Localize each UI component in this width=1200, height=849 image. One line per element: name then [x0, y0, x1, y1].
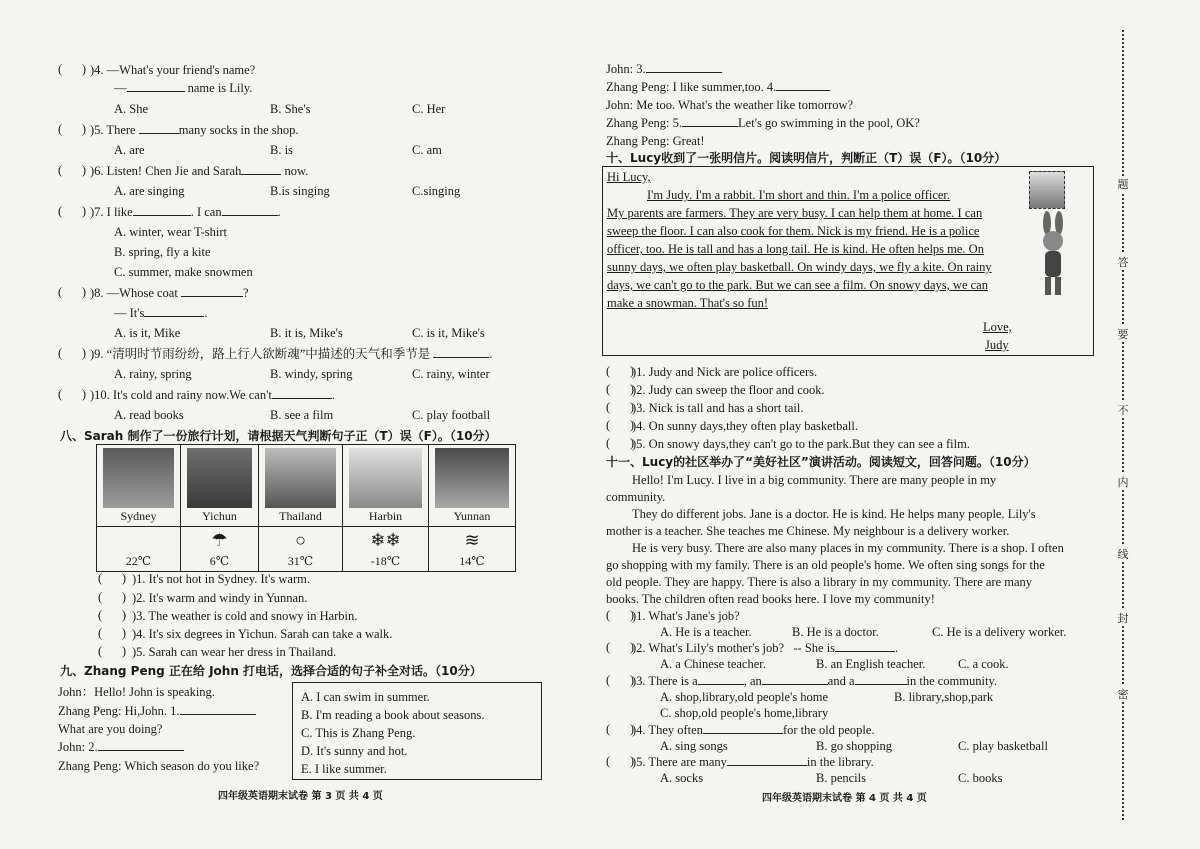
- binding-char: 题: [1114, 176, 1132, 192]
- option-b[interactable]: B. spring, fly a kite: [114, 245, 211, 259]
- option-c[interactable]: C. shop,old people's home,library: [660, 706, 829, 720]
- question-4-line2: — name is Lily.: [114, 81, 253, 95]
- postcard-signature: Judy: [985, 338, 1009, 352]
- city-name: Yichun: [202, 509, 237, 523]
- sun-icon: ○: [295, 530, 306, 550]
- option-c[interactable]: C. play football: [412, 408, 491, 422]
- option-b[interactable]: B. She's: [270, 102, 311, 116]
- dialogue-line: John: 3.: [606, 61, 722, 77]
- option-c[interactable]: C. books: [958, 771, 1003, 785]
- answer-blank[interactable]: [703, 722, 783, 734]
- answer-blank[interactable]: [835, 640, 895, 652]
- tf-statement: )2. It's warm and windy in Yunnan.: [132, 591, 308, 605]
- postcard-stamp: [1029, 171, 1065, 209]
- answer-blank[interactable]: [127, 80, 185, 92]
- option-b[interactable]: B. an English teacher.: [816, 657, 926, 671]
- question-5: )5. There many socks in the shop.: [90, 123, 299, 137]
- answer-blank[interactable]: [144, 305, 204, 317]
- passage-line: They do different jobs. Jane is a doctor. He is kind. He helps many people. Lily's: [632, 507, 1036, 521]
- binding-char: 不: [1114, 402, 1132, 418]
- option-c[interactable]: C. play basketball: [958, 739, 1048, 753]
- exam-page-3: [0, 0, 590, 849]
- question-9: )9. “清明时节雨纷纷，路上行人欲断魂”中描述的天气和季节是 .: [90, 347, 493, 361]
- answer-blank[interactable]: [698, 673, 744, 685]
- dialogue-line: John：Hello! John is speaking.: [58, 685, 215, 699]
- city-name: Sydney: [120, 509, 157, 523]
- option-a[interactable]: A. are: [114, 143, 145, 157]
- option-c[interactable]: C. am: [412, 143, 442, 157]
- postcard-line: sunny days, we often play basketball. On windy days, we fly a kite. On rainy: [607, 260, 992, 274]
- postcard: [602, 166, 1094, 356]
- option-a[interactable]: A. socks: [660, 771, 704, 785]
- temperature: 14℃: [459, 554, 485, 568]
- postcard-line: My parents are farmers. They are very busy. I can help them at home. I can: [607, 206, 983, 220]
- answer-blank[interactable]: [855, 673, 907, 685]
- option-b[interactable]: B. He is a doctor.: [792, 625, 879, 639]
- option-b[interactable]: B. it is, Mike's: [270, 326, 343, 340]
- dialogue-line: Zhang Peng: Hi,John. 1.: [58, 703, 256, 719]
- option-b[interactable]: B. pencils: [816, 771, 866, 785]
- option-c[interactable]: C. Her: [412, 102, 446, 116]
- answer-blank[interactable]: [180, 703, 256, 715]
- postcard-line: days, we can't go to the park. But we can see a film. On snowy days, we can: [607, 278, 988, 292]
- question-11-2: )2. What's Lily's mother's job? -- She is .: [632, 641, 899, 655]
- page-footer: 四年级英语期末试卷 第 4 页 共 4 页: [762, 793, 927, 804]
- page-footer: 四年级英语期末试卷 第 3 页 共 4 页: [218, 791, 383, 802]
- postcard-line: make a snowman. That's so fun!: [607, 296, 769, 310]
- question-11-5: )5. There are many in the library.: [632, 755, 874, 769]
- temperature: -18℃: [370, 554, 401, 568]
- tf-statement: )3. Nick is tall and has a short tail.: [632, 401, 804, 415]
- harbin-photo: [349, 448, 422, 508]
- tf-statement: )3. The weather is cold and snowy in Harbin.: [132, 609, 358, 623]
- option-c[interactable]: C. rainy, winter: [412, 367, 490, 381]
- answer-blank[interactable]: [181, 285, 243, 297]
- tf-statement: )5. Sarah can wear her dress in Thailand.: [132, 645, 337, 659]
- weather-cell-harbin: [343, 445, 429, 571]
- yichun-photo: [187, 448, 252, 508]
- binding-char: 要: [1114, 326, 1132, 342]
- answer-blank[interactable]: [646, 61, 722, 73]
- postcard-line: officer, too. He is tall and has a long tail. He is kind. He often helps me. On: [607, 242, 984, 256]
- tf-statement: )4. On sunny days,they often play basketball.: [632, 419, 858, 433]
- option-c[interactable]: C. He is a delivery worker.: [932, 625, 1067, 639]
- answer-blank[interactable]: [272, 387, 332, 399]
- passage-line: mother is a teacher. She teaches me Chinese. My neighbour is a delivery worker.: [606, 524, 1010, 538]
- yunnan-photo: [435, 448, 509, 508]
- answer-blank[interactable]: [433, 346, 489, 358]
- question-6: )6. Listen! Chen Jie and Sarah now.: [90, 164, 309, 178]
- answer-blank[interactable]: [98, 739, 184, 751]
- option-a[interactable]: A. are singing: [114, 184, 185, 198]
- passage-line: Hello! I'm Lucy. I live in a big community. There are many people in my: [632, 473, 997, 487]
- sentence-option-d: D. It's sunny and hot.: [301, 744, 408, 758]
- tf-statement: )1. Judy and Nick are police officers.: [632, 365, 818, 379]
- answer-blank[interactable]: [222, 204, 278, 216]
- tf-statement: )1. It's not hot in Sydney. It's warm.: [132, 572, 310, 586]
- binding-char: 答: [1114, 254, 1132, 270]
- snow-icon: ❄❄: [370, 530, 401, 550]
- option-c[interactable]: C. a cook.: [958, 657, 1009, 671]
- option-b[interactable]: B. is: [270, 143, 293, 157]
- tf-statement: )4. It's six degrees in Yichun. Sarah can take a walk.: [132, 627, 393, 641]
- city-name: Yunnan: [453, 509, 491, 523]
- dialogue-line: Zhang Peng: I like summer,too. 4.: [606, 79, 830, 95]
- answer-blank[interactable]: [762, 673, 828, 685]
- option-b[interactable]: B. windy, spring: [270, 367, 353, 381]
- temperature: 31℃: [287, 554, 314, 568]
- answer-blank[interactable]: [241, 163, 281, 175]
- sentence-options-box: [292, 682, 542, 780]
- wind-icon: ≋: [464, 530, 480, 550]
- option-a[interactable]: A. shop,library,old people's home: [660, 690, 829, 704]
- question-4: )4. —What's your friend's name?: [90, 63, 256, 77]
- thailand-photo: [265, 448, 336, 508]
- passage-line: books. The children often read books here. I love my community!: [606, 592, 935, 606]
- sentence-option-a: A. I can swim in summer.: [301, 690, 430, 704]
- question-8: )8. —Whose coat ?: [90, 286, 249, 300]
- tf-statement: )2. Judy can sweep the floor and cook.: [632, 383, 825, 397]
- option-a[interactable]: A. He is a teacher.: [660, 625, 752, 639]
- temperature: 22℃: [125, 554, 152, 568]
- city-name: Thailand: [279, 509, 322, 523]
- answer-blank[interactable]: [727, 754, 807, 766]
- answer-blank[interactable]: [682, 115, 738, 127]
- option-a[interactable]: A. She: [114, 102, 149, 116]
- temperature: 6℃: [209, 554, 230, 568]
- binding-char: 内: [1114, 474, 1132, 490]
- binding-char: 线: [1114, 546, 1132, 562]
- passage-line: old people. They are happy. There is also a library in my community. There are many: [606, 575, 1033, 589]
- dialogue-line: What are you doing?: [58, 722, 163, 736]
- postcard-greeting: Hi Lucy,: [607, 170, 651, 184]
- dialogue-line: Zhang Peng: 5. Let's go swimming in the pool, OK?: [606, 116, 920, 130]
- option-b[interactable]: B. go shopping: [816, 739, 893, 753]
- dialogue-line: John: Me too. What's the weather like tomorrow?: [606, 98, 854, 112]
- option-a[interactable]: A. a Chinese teacher.: [660, 657, 766, 671]
- question-7: )7. I like . I can .: [90, 205, 281, 219]
- option-b[interactable]: B.is singing: [270, 184, 330, 198]
- postcard-line: sweep the floor. I can also cook for them. Nick is my friend. He is a police: [607, 224, 980, 238]
- passage-line: go shopping with my family. There is an old people's home. We often sing songs for the: [606, 558, 1045, 572]
- option-a[interactable]: A. sing songs: [660, 739, 728, 753]
- sentence-option-c: C. This is Zhang Peng.: [301, 726, 416, 740]
- question-8-line2: — It's .: [114, 306, 208, 320]
- exam-page-4: [592, 0, 1112, 849]
- dialogue-line: John: 2.: [58, 739, 184, 755]
- option-c[interactable]: C. is it, Mike's: [412, 326, 485, 340]
- option-b[interactable]: B. see a film: [270, 408, 334, 422]
- answer-blank[interactable]: [133, 204, 191, 216]
- section-10-heading: 十、Lucy收到了一张明信片。阅读明信片，判断正（T）误（F）。（10分）: [606, 151, 1007, 165]
- question-10: )10. It's cold and rainy now.We can't .: [90, 388, 335, 402]
- binding-char: 封: [1114, 610, 1132, 626]
- tf-statement: )5. On snowy days,they can't go to the park.But they can see a film.: [632, 437, 970, 451]
- weather-cell-yichun: [181, 445, 259, 571]
- rain-cloud-icon: ☂: [211, 530, 228, 550]
- passage-line: community.: [606, 490, 666, 504]
- question-11-1: )1. What's Jane's job?: [632, 609, 740, 623]
- section-9-heading: 九、Zhang Peng 正在给 John 打电话，选择合适的句子补全对话。（10分）: [60, 664, 482, 678]
- dialogue-line: Zhang Peng: Which season do you like?: [58, 759, 260, 773]
- option-a[interactable]: A. is it, Mike: [114, 326, 181, 340]
- weather-cell-sydney: [97, 445, 181, 571]
- city-name: Harbin: [368, 509, 403, 523]
- sentence-option-e: E. I like summer.: [301, 762, 387, 776]
- rabbit-illustration: [1033, 211, 1073, 297]
- dialogue-line: Zhang Peng: Great!: [606, 134, 705, 148]
- option-c[interactable]: C.singing: [412, 184, 461, 198]
- option-a[interactable]: A. rainy, spring: [114, 367, 192, 381]
- postcard-closing: Love,: [983, 320, 1012, 334]
- question-11-4: )4. They often for the old people.: [632, 723, 875, 737]
- option-c[interactable]: C. summer, make snowmen: [114, 265, 253, 279]
- section-11-heading: 十一、Lucy的社区举办了“美好社区”演讲活动。阅读短文，回答问题。（10分）: [606, 455, 1036, 469]
- sydney-photo: [103, 448, 174, 508]
- binding-char: 密: [1114, 686, 1132, 702]
- binding-margin: [1114, 0, 1200, 849]
- question-11-3: )3. There is a , an and a in the community.: [632, 674, 998, 688]
- sentence-option-b: B. I'm reading a book about seasons.: [301, 708, 485, 722]
- weather-cell-thailand: [259, 445, 343, 571]
- postcard-line: I'm Judy. I'm a rabbit. I'm short and thin. I'm a police officer.: [647, 188, 951, 202]
- passage-line: He is very busy. There are also many places in my community. There is a shop. I often: [632, 541, 1064, 555]
- weather-table: [96, 444, 516, 572]
- answer-blank[interactable]: [139, 122, 179, 134]
- option-a[interactable]: A. read books: [114, 408, 184, 422]
- option-a[interactable]: A. winter, wear T-shirt: [114, 225, 228, 239]
- weather-cell-yunnan: [429, 445, 515, 571]
- answer-blank[interactable]: [776, 79, 830, 91]
- option-b[interactable]: B. library,shop,park: [894, 690, 994, 704]
- section-8-heading: 八、Sarah 制作了一份旅行计划，请根据天气判断句子正（T）误（F）。（10分）: [60, 429, 497, 443]
